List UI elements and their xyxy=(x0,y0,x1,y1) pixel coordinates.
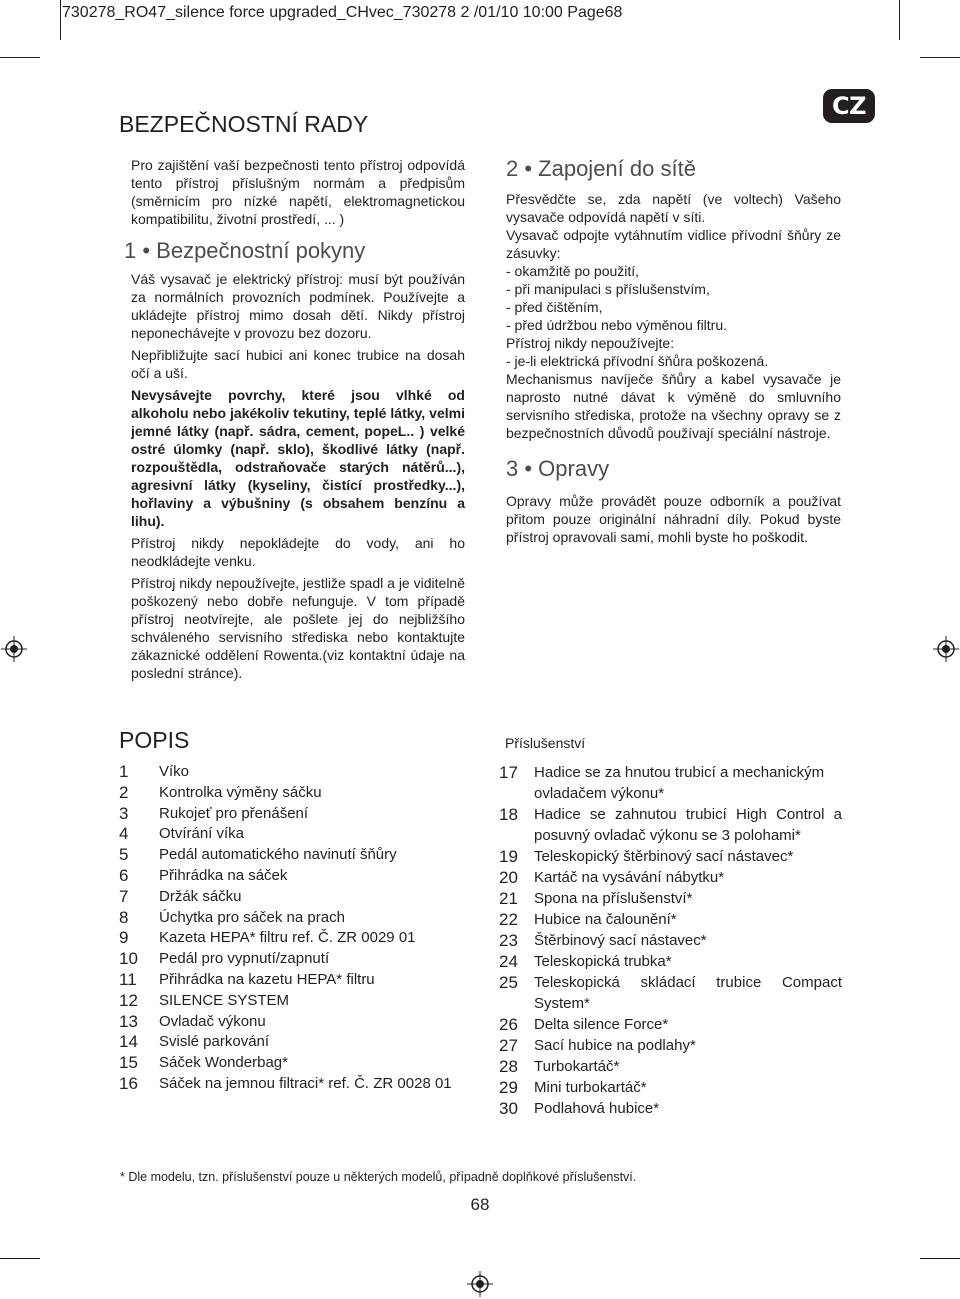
list-item: 6 Přihrádka na sáček xyxy=(119,865,288,885)
section2-list-item: - při manipulaci s příslušenstvím, xyxy=(506,281,710,297)
list-item: 2 Kontrolka výměny sáčku xyxy=(119,782,322,802)
section1-heading: 1 • Bezpečnostní pokyny xyxy=(124,238,366,263)
list-item: 23 Štěrbinový sací nástavec* xyxy=(499,931,707,950)
section2-heading: 2 • Zapojení do sítě xyxy=(506,156,696,181)
list-item: 8 Úchytka pro sáček na prach xyxy=(119,907,345,927)
list-item: 21 Spona na příslušenství* xyxy=(499,889,693,908)
section1-paragraph: Přístroj nikdy nepokládejte do vody, ani ho neodkládejte venku. xyxy=(131,535,465,569)
accessories-title: Příslušenství xyxy=(505,735,586,751)
section2-list-item: - před údržbou nebo výměnou filtru. xyxy=(506,317,728,333)
list-item: 5 Pedál automatického navinutí šňůry xyxy=(119,845,397,865)
crop-mark xyxy=(0,57,40,58)
list-item: 9 Kazeta HEPA* filtru ref. Č. ZR 0029 01 xyxy=(119,928,416,948)
crop-mark xyxy=(0,1258,40,1259)
page-number: 68 xyxy=(470,1195,490,1214)
list-item: 20 Kartáč na vysávání nábytku* xyxy=(499,868,725,887)
section1-paragraph: Nepřibližujte sací hubici ani konec trubice na dosah očí a uší. xyxy=(131,347,465,381)
list-item: 19 Teleskopický štěrbinový sací nástavec* xyxy=(499,847,794,866)
section3-heading: 3 • Opravy xyxy=(506,456,610,481)
section2-paragraph: Vysavač odpojte vytáhnutím vidlice přívodní šňůry ze zásuvky: xyxy=(506,227,841,261)
list-item: 28 Turbokartáč* xyxy=(499,1057,620,1076)
registration-mark-icon xyxy=(1,636,27,662)
safety-right-column xyxy=(506,156,841,550)
registration-mark-icon xyxy=(933,636,959,662)
list-item: 4 Otvírání víka xyxy=(119,824,245,844)
parts-list xyxy=(119,762,479,1095)
section2-list-item: - okamžitě po použití, xyxy=(506,263,640,279)
safety-intro: Pro zajištění vaší bezpečnosti tento přístroj odpovídá tento přístroj příslušným normám a předpisům (směrnicím pro nízké napětí, elektromagnetickou kompatibilitu, životní prostředí, ... ) xyxy=(131,157,465,227)
section1-paragraph: Přístroj nikdy nepoužívejte, jestliže spadl a je viditelně poškozený nebo dobře nefunguje. V tom případě přístroj neotvírejte, ale pošlete jej do nejbližšího schváleného servisního střediska nebo kontaktujte zákaznické oddělení Rowenta.(viz kontaktní údaje na poslední stránce). xyxy=(131,575,465,681)
crop-mark xyxy=(920,1258,960,1259)
list-item: 11 Přihrádka na kazetu HEPA* filtru xyxy=(119,969,375,989)
crop-mark xyxy=(920,57,960,58)
section2-paragraph: Mechanismus navíječe šňůry a kabel vysavače je naprosto nutné dávat k výměně do smluvního servisního střediska, protože na všechny opravy se z bezpečnostních důvodů používají speciální nástroje. xyxy=(506,371,841,441)
list-item: 7 Držák sáčku xyxy=(119,886,242,906)
list-item: 24 Teleskopická trubka* xyxy=(499,952,672,971)
section2-paragraph: Přesvědčte se, zda napětí (ve voltech) Vašeho vysavače odpovídá napětí v síti. xyxy=(506,191,841,225)
print-slug: 730278_RO47_silence force upgraded_CHvec_730278 2 /01/10 10:00 Page68 xyxy=(62,4,623,21)
list-item: 13 Ovladač výkonu xyxy=(119,1011,266,1031)
section1-warning: Nevysávejte povrchy, které jsou vlhké od alkoholu nebo jakékoliv tekutiny, teplé látky, velmi jemné látky (např. sádra, cement, popeL.. ) velké ostré úlomky (např. sklo), škodlivé látky (např. rozpouštědla, odstraňovače starých nátěrů...), agresivní látky (kyseliny, čistící prostředky...), hořlaviny a výbušniny (s obsahem benzínu a lihu). xyxy=(131,387,465,529)
list-item: 16 Sáček na jemnou filtraci* ref. Č. ZR 0028 01 xyxy=(119,1073,452,1093)
list-item: 30 Podlahová hubice* xyxy=(499,1099,660,1118)
safety-title: BEZPEČNOSTNÍ RADY xyxy=(119,111,369,137)
list-item: 27 Sací hubice na podlahy* xyxy=(499,1036,696,1055)
list-item: 15 Sáček Wonderbag* xyxy=(119,1053,288,1073)
list-item: 18 Hadice se zahnutou trubicí High Control a posuvný ovladač výkonu se 3 polohami* xyxy=(499,805,842,844)
language-badge: CZ xyxy=(823,89,875,123)
safety-left-column xyxy=(124,156,465,686)
accessories-list xyxy=(499,762,842,1119)
registration-mark-icon xyxy=(467,1271,493,1297)
section2-list-item: - je-li elektrická přívodní šňůra poškozená. xyxy=(506,353,769,369)
list-item: 12 SILENCE SYSTEM xyxy=(119,990,290,1010)
list-item: 17 Hadice se za hnutou trubicí a mechanickým ovladačem výkonu* xyxy=(499,763,825,802)
list-item: 14 Svislé parkování xyxy=(119,1032,270,1052)
section1-paragraph: Váš vysavač je elektrický přístroj: musí být používán za normálních provozních podmínek. Používejte a ukládejte přístroj mimo dosah dětí. Nikdy přístroj neponechávejte v provozu bez dozoru. xyxy=(131,271,465,341)
section3-paragraph: Opravy může provádět pouze odborník a používat přitom pouze originální náhradní díly. Pokud byste přístroj opravovali sami, mohli byste ho poškodit. xyxy=(506,493,841,545)
section2-list-item: - před čištěním, xyxy=(506,299,603,315)
list-item: 22 Hubice na čalounění* xyxy=(499,910,677,929)
list-item: 1 Víko xyxy=(119,762,190,781)
list-item: 3 Rukojeť pro přenášení xyxy=(119,803,309,823)
list-item: 25 Teleskopická skládací trubice Compact System* xyxy=(499,973,842,1012)
list-item: 10 Pedál pro vypnutí/zapnutí xyxy=(119,949,330,969)
list-item: 29 Mini turbokartáč* xyxy=(499,1078,647,1097)
crop-mark xyxy=(899,0,900,40)
section2-paragraph: Přístroj nikdy nepoužívejte: xyxy=(506,335,675,351)
footnote: * Dle modelu, tzn. příslušenství pouze u některých modelů, případně doplňkové příslušenství. xyxy=(120,1170,637,1184)
crop-mark xyxy=(60,0,61,40)
list-item: 26 Delta silence Force* xyxy=(499,1015,669,1034)
popis-title: POPIS xyxy=(119,727,190,753)
